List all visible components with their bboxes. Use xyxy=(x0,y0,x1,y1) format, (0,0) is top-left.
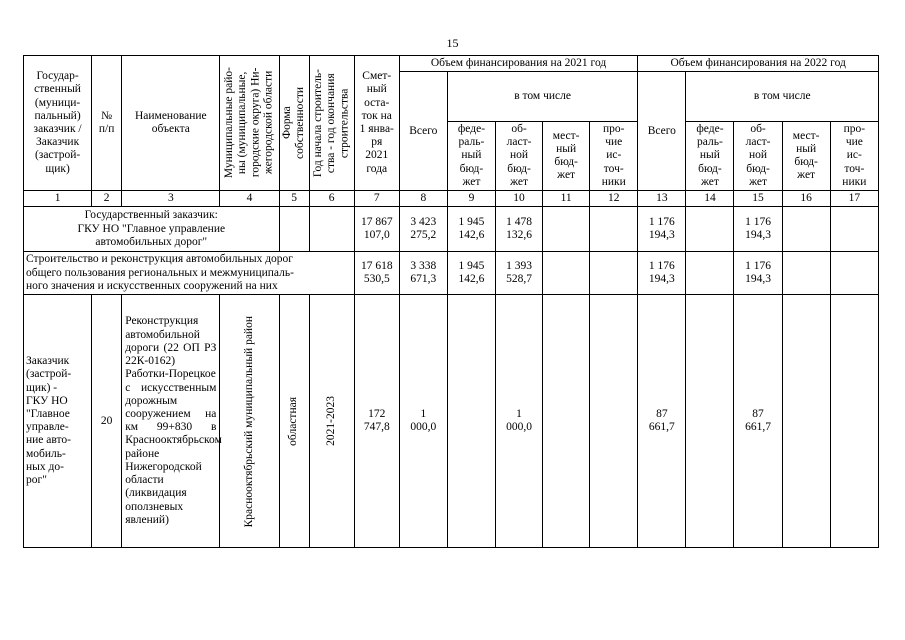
col-number: 12 xyxy=(590,191,638,207)
col-number: 8 xyxy=(399,191,447,207)
construction-label: Строительство и реконструкция автомобильных дорог общего пользования региональных и межмуниципаль- ного значения и искусственных сооружений на них xyxy=(24,252,355,295)
header-years: Год начала строитель- ства - год окончания строительства xyxy=(309,56,354,191)
header-other-2021: про- чие ис- точ- ники xyxy=(590,121,638,190)
header-fin-2021: Объем финансирования на 2021 год xyxy=(399,56,638,72)
header-ownership: Форма собственности xyxy=(279,56,309,191)
object-municipality: Краснооктябрьский муниципальный район xyxy=(220,295,279,548)
table-row-gov-customer xyxy=(24,207,879,252)
construction-total-2022: 1 176 194,3 xyxy=(638,252,686,295)
col-number: 11 xyxy=(543,191,590,207)
col-number: 4 xyxy=(220,191,279,207)
col-number: 7 xyxy=(354,191,399,207)
col-number: 16 xyxy=(782,191,830,207)
object-years: 2021-2023 xyxy=(309,295,354,548)
col-number: 13 xyxy=(638,191,686,207)
object-regional-2021: 1 000,0 xyxy=(495,295,542,548)
col-number: 6 xyxy=(309,191,354,207)
object-num: 20 xyxy=(92,295,122,548)
col-number: 5 xyxy=(279,191,309,207)
header-local-2022: мест- ный бюд- жет xyxy=(782,121,830,190)
construction-regional-2022: 1 176 194,3 xyxy=(734,252,782,295)
financing-table xyxy=(23,55,879,548)
gov-regional-2021: 1 478 132,6 xyxy=(495,207,542,252)
col-number: 2 xyxy=(92,191,122,207)
col-number: 3 xyxy=(122,191,220,207)
header-num: № п/п xyxy=(92,56,122,191)
header-object-name: Наименование объекта xyxy=(122,56,220,191)
object-total-2022: 87 661,7 xyxy=(638,295,686,548)
col-number: 9 xyxy=(447,191,495,207)
header-regional-2022: об- ласт- ной бюд- жет xyxy=(734,121,782,190)
header-including-2022: в том числе xyxy=(686,72,879,122)
gov-customer-label: Государственный заказчик: ГКУ НО "Главное управление автомобильных дорог" xyxy=(24,207,280,252)
gov-total-2022: 1 176 194,3 xyxy=(638,207,686,252)
header-federal-2022: феде- раль- ный бюд- жет xyxy=(686,121,734,190)
object-name: Реконструкция автомобильной дороги (22 ОП РЗ 22К-0162) Работки-Порецкое с искусственным дорожным сооружением на км 99+830 в Краснооктябрьском районе Нижегородской области (ликвидация оползневых явлений) xyxy=(122,295,220,548)
header-customer: Государ- ственный (муници- пальный) заказчик / Заказчик (застрой- щик) xyxy=(24,56,92,191)
gov-total-2021: 3 423 275,2 xyxy=(399,207,447,252)
header-total-2021: Всего xyxy=(399,72,447,191)
header-local-2021: мест- ный бюд- жет xyxy=(543,121,590,190)
col-number: 15 xyxy=(734,191,782,207)
object-ownership: областная xyxy=(279,295,309,548)
table-row-construction xyxy=(24,252,879,295)
header-federal-2021: феде- раль- ный бюд- жет xyxy=(447,121,495,190)
header-municipality: Муниципальные райо- ны (муниципальные, городские округа) Ни- жегородской области xyxy=(220,56,279,191)
page-number: 15 xyxy=(446,36,459,50)
col-number: 1 xyxy=(24,191,92,207)
header-regional-2021: об- ласт- ной бюд- жет xyxy=(495,121,542,190)
construction-federal-2021: 1 945 142,6 xyxy=(447,252,495,295)
construction-balance: 17 618 530,5 xyxy=(354,252,399,295)
header-fin-2022: Объем финансирования на 2022 год xyxy=(638,56,879,72)
header-other-2022: про- чие ис- точ- ники xyxy=(830,121,878,190)
col-number: 14 xyxy=(686,191,734,207)
col-number: 17 xyxy=(830,191,878,207)
object-total-2021: 1 000,0 xyxy=(399,295,447,548)
construction-total-2021: 3 338 671,3 xyxy=(399,252,447,295)
gov-balance: 17 867 107,0 xyxy=(354,207,399,252)
object-regional-2022: 87 661,7 xyxy=(734,295,782,548)
header-total-2022: Всего xyxy=(638,72,686,191)
object-balance: 172 747,8 xyxy=(354,295,399,548)
col-number: 10 xyxy=(495,191,542,207)
table-row-object xyxy=(24,295,879,548)
gov-regional-2022: 1 176 194,3 xyxy=(734,207,782,252)
header-including-2021: в том числе xyxy=(447,72,637,122)
gov-federal-2021: 1 945 142,6 xyxy=(447,207,495,252)
construction-regional-2021: 1 393 528,7 xyxy=(495,252,542,295)
header-balance: Смет- ный оста- ток на 1 янва- ря 2021 года xyxy=(354,56,399,191)
object-customer: Заказчик (застрой- щик) - ГКУ НО "Главное управле- ние авто- мобиль- ных до- рог" xyxy=(24,295,92,548)
